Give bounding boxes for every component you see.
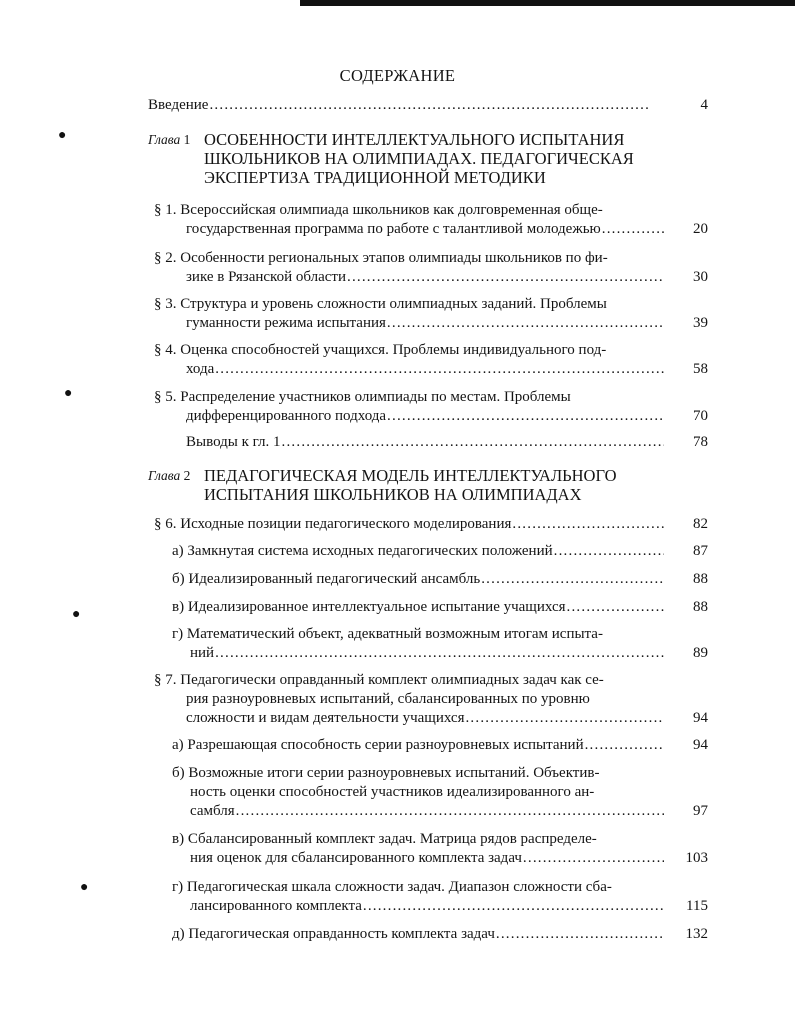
punch-hole-mark: ● xyxy=(72,607,81,622)
toc-entry-line: ность оценки способностей участников идеализированного ан- xyxy=(190,784,595,800)
toc-entry-line: г) Педагогическая шкала сложности задач. Диапазон сложности сба- xyxy=(172,879,612,895)
toc-entry-line: § 2. Особенности региональных этапов олимпиады школьников по фи- xyxy=(154,250,608,266)
leader-dots xyxy=(347,268,664,287)
chapter-title-line: ЭКСПЕРТИЗА ТРАДИЦИОННОЙ МЕТОДИКИ xyxy=(204,168,546,187)
chapter-title-line: ПЕДАГОГИЧЕСКАЯ МОДЕЛЬ ИНТЕЛЛЕКТУАЛЬНОГО xyxy=(204,466,617,485)
toc-entry-line: ния оценок для сбалансированного комплекта задач xyxy=(190,850,522,866)
leader-dots xyxy=(465,709,664,728)
toc-entry-line: самбля xyxy=(190,803,235,819)
leader-dots xyxy=(585,736,664,755)
toc-entry-intro[interactable] xyxy=(148,96,708,115)
toc-entry-subsection-7a[interactable] xyxy=(172,736,708,755)
toc-entry-subsection-7e[interactable] xyxy=(172,925,708,944)
leader-dots xyxy=(363,897,664,916)
toc-entry-section-2[interactable] xyxy=(154,249,708,287)
punch-hole-mark: ● xyxy=(64,386,73,401)
toc-entry-line: государственная программа по работе с талантливой молодежью xyxy=(186,221,601,237)
toc-page-number: 132 xyxy=(685,926,708,942)
toc-page-number: 82 xyxy=(693,516,708,532)
leader-dots xyxy=(523,849,664,868)
toc-page-number: 4 xyxy=(700,97,708,113)
toc-entry-line: б) Возможные итоги серии разноуровневых испытаний. Объектив- xyxy=(172,765,600,781)
toc-entry-line: дифференцированного подхода xyxy=(186,408,387,424)
punch-hole-mark: ● xyxy=(58,128,67,143)
toc-entry-line: зике в Рязанской области xyxy=(186,269,346,285)
leader-dots xyxy=(215,360,664,379)
toc-entry-title: а) Разрешающая способность серии разноуровневых испытаний xyxy=(172,737,584,753)
toc-entry-subsection-7d[interactable] xyxy=(172,878,708,916)
toc-page-number: 58 xyxy=(693,361,708,377)
chapter-title-line: ОСОБЕННОСТИ ИНТЕЛЛЕКТУАЛЬНОГО ИСПЫТАНИЯ xyxy=(204,130,625,149)
leader-dots xyxy=(209,96,648,115)
leader-dots xyxy=(554,542,664,561)
toc-entry-line: § 1. Всероссийская олимпиада школьников как долговременная обще- xyxy=(154,202,603,218)
toc-entry-section-6[interactable] xyxy=(154,515,708,534)
toc-page-number: 94 xyxy=(693,710,708,726)
toc-entry-subsection-7b[interactable] xyxy=(172,764,708,821)
toc-page-number: 20 xyxy=(693,221,708,237)
toc-entry-subsection-6a[interactable] xyxy=(172,542,708,561)
toc-page-number: 88 xyxy=(693,599,708,615)
toc-entry-conclusions[interactable] xyxy=(186,433,708,452)
toc-entry-line: рия разноуровневых испытаний, сбалансированных по уровню xyxy=(186,691,590,707)
toc-entry-title: § 6. Исходные позиции педагогического моделирования xyxy=(154,516,512,532)
toc-page-number: 78 xyxy=(693,434,708,450)
toc-entry-title: а) Замкнутая система исходных педагогических положений xyxy=(172,543,553,559)
toc-entry-section-1[interactable] xyxy=(154,201,708,239)
toc-entry-section-3[interactable] xyxy=(154,295,708,333)
chapter-title-line: ШКОЛЬНИКОВ НА ОЛИМПИАДАХ. ПЕДАГОГИЧЕСКАЯ xyxy=(204,149,634,168)
toc-page-number: 97 xyxy=(693,803,708,819)
leader-dots xyxy=(496,925,664,944)
toc-page-number: 30 xyxy=(693,269,708,285)
toc-page-number: 88 xyxy=(693,571,708,587)
toc-entry-line: г) Математический объект, адекватный возможным итогам испыта- xyxy=(172,626,603,642)
toc-entry-line: § 7. Педагогически оправданный комплект олимпиадных задач как се- xyxy=(154,672,604,688)
leader-dots xyxy=(387,314,664,333)
toc-entry-line: § 5. Распределение участников олимпиады по местам. Проблемы xyxy=(154,389,571,405)
leader-dots xyxy=(512,515,664,534)
toc-entry-section-5[interactable] xyxy=(154,388,708,426)
toc-entry-title: Введение xyxy=(148,97,209,113)
toc-entry-subsection-6d[interactable] xyxy=(172,625,708,663)
toc-entry-line: хода xyxy=(186,361,215,377)
leader-dots xyxy=(567,598,664,617)
toc-page-number: 39 xyxy=(693,315,708,331)
toc-entry-line: § 3. Структура и уровень сложности олимпиадных заданий. Проблемы xyxy=(154,296,607,312)
chapter-title-line: ИСПЫТАНИЯ ШКОЛЬНИКОВ НА ОЛИМПИАДАХ xyxy=(204,485,582,504)
toc-page-number: 115 xyxy=(686,898,708,914)
toc-entry-title: д) Педагогическая оправданность комплекта задач xyxy=(172,926,495,942)
toc-entry-title: Выводы к гл. 1 xyxy=(186,434,281,450)
chapter-label: Глава 1 xyxy=(148,132,191,147)
toc-entry-line: сложности и видам деятельности учащихся xyxy=(186,710,465,726)
toc-entry-line: гуманности режима испытания xyxy=(186,315,386,331)
toc-page-number: 89 xyxy=(693,645,708,661)
toc-entry-line: в) Сбалансированный комплект задач. Матрица рядов распределе- xyxy=(172,831,597,847)
toc-entry-line: ний xyxy=(190,645,215,661)
toc-entry-title: в) Идеализированное интеллектуальное испытание учащихся xyxy=(172,599,566,615)
leader-dots xyxy=(215,644,664,663)
toc-entry-line: лансированного комплекта xyxy=(190,898,362,914)
toc-page-number: 103 xyxy=(685,850,708,866)
leader-dots xyxy=(387,407,664,426)
leader-dots xyxy=(602,220,664,239)
leader-dots xyxy=(282,433,664,452)
toc-entry-section-4[interactable] xyxy=(154,341,708,379)
toc-entry-section-7[interactable] xyxy=(154,671,708,728)
scan-top-border xyxy=(300,0,795,6)
toc-entry-subsection-6c[interactable] xyxy=(172,598,708,617)
toc-page-number: 70 xyxy=(693,408,708,424)
punch-hole-mark: ● xyxy=(80,880,89,895)
toc-page-number: 87 xyxy=(693,543,708,559)
leader-dots xyxy=(481,570,664,589)
toc-entry-subsection-6b[interactable] xyxy=(172,570,708,589)
chapter-label: Глава 2 xyxy=(148,468,191,483)
leader-dots xyxy=(236,802,664,821)
toc-entry-subsection-7c[interactable] xyxy=(172,830,708,868)
page-title: СОДЕРЖАНИЕ xyxy=(339,66,456,85)
toc-entry-title: б) Идеализированный педагогический ансамбль xyxy=(172,571,481,587)
toc-page-number: 94 xyxy=(693,737,708,753)
toc-entry-line: § 4. Оценка способностей учащихся. Проблемы индивидуального под- xyxy=(154,342,607,358)
